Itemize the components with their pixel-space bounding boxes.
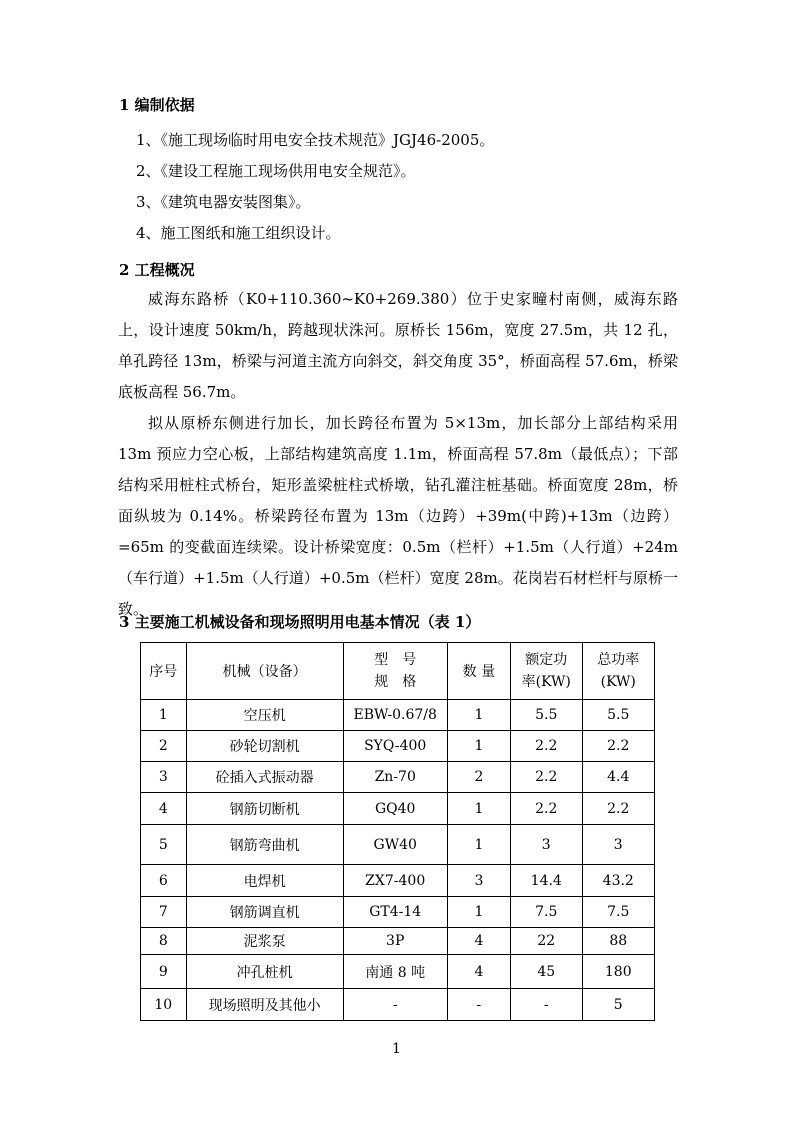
equipment-table (140, 642, 655, 1021)
table-row (141, 762, 655, 793)
cell-no: 2 (141, 731, 187, 762)
table-row (141, 825, 655, 865)
header-no: 序号 (141, 643, 187, 700)
cell-machine: 砼插入式振动器 (186, 762, 343, 793)
cell-no: 10 (141, 989, 187, 1021)
table-row (141, 793, 655, 825)
reference-item-4: 4、施工图纸和施工组织设计。 (136, 224, 341, 242)
cell-qty: 1 (447, 731, 510, 762)
cell-rated: 5.5 (511, 700, 582, 731)
cell-total: 2.2 (582, 793, 655, 825)
cell-total: 5.5 (582, 700, 655, 731)
cell-model: - (343, 989, 447, 1021)
cell-no: 5 (141, 825, 187, 865)
cell-model: SYQ-400 (343, 731, 447, 762)
section-2-heading: 2 工程概况 (119, 261, 195, 279)
header-total-line2: (KW) (600, 674, 636, 690)
cell-model: 3P (343, 928, 447, 955)
header-qty: 数 量 (447, 643, 510, 700)
cell-no: 4 (141, 793, 187, 825)
cell-model: Zn-70 (343, 762, 447, 793)
cell-machine: 钢筋弯曲机 (186, 825, 343, 865)
header-total-power (582, 643, 655, 700)
table-row (141, 897, 655, 928)
table-row (141, 928, 655, 955)
cell-qty: - (447, 989, 510, 1021)
cell-total: 5 (582, 989, 655, 1021)
cell-qty: 2 (447, 762, 510, 793)
cell-total: 2.2 (582, 731, 655, 762)
cell-machine: 冲孔桩机 (186, 955, 343, 989)
cell-no: 9 (141, 955, 187, 989)
cell-no: 1 (141, 700, 187, 731)
cell-rated: 2.2 (511, 793, 582, 825)
cell-model: EBW-0.67/8 (343, 700, 447, 731)
table-row (141, 700, 655, 731)
cell-qty: 1 (447, 897, 510, 928)
cell-model: GW40 (343, 825, 447, 865)
cell-no: 3 (141, 762, 187, 793)
cell-rated: - (511, 989, 582, 1021)
cell-rated: 3 (511, 825, 582, 865)
cell-rated: 14.4 (511, 865, 582, 897)
cell-qty: 3 (447, 865, 510, 897)
cell-qty: 4 (447, 928, 510, 955)
reference-item-3: 3、《建筑电器安装图集》。 (136, 193, 311, 211)
cell-qty: 1 (447, 825, 510, 865)
table-row (141, 955, 655, 989)
cell-qty: 1 (447, 700, 510, 731)
cell-qty: 4 (447, 955, 510, 989)
cell-model: 南通 8 吨 (343, 955, 447, 989)
reference-item-2: 2、《建设工程施工现场供用电安全规范》。 (136, 162, 416, 180)
header-model (343, 643, 447, 700)
cell-no: 8 (141, 928, 187, 955)
header-model-line2: 规 格 (374, 674, 417, 690)
cell-total: 180 (582, 955, 655, 989)
cell-machine: 空压机 (186, 700, 343, 731)
cell-rated: 22 (511, 928, 582, 955)
cell-total: 4.4 (582, 762, 655, 793)
cell-rated: 7.5 (511, 897, 582, 928)
section-1-heading: 1 编制依据 (119, 96, 195, 114)
header-rated-power (511, 643, 582, 700)
cell-total: 7.5 (582, 897, 655, 928)
overview-paragraph-1: 威海东路桥（K0+110.360~K0+269.380）位于史家疃村南侧，威海东路上，设计速度 50km/h，跨越现状洙河。原桥长 156m，宽度 27.5m，共 12 孔，单孔跨径 13m，桥梁与河道主流方向斜交，斜交角度 35°，桥面高程 57.6m，桥梁底板高程 56.7m。 (118, 290, 678, 401)
cell-no: 7 (141, 897, 187, 928)
cell-machine: 现场照明及其他小 (186, 989, 343, 1021)
cell-no: 6 (141, 865, 187, 897)
overview-paragraph-2: 拟从原桥东侧进行加长，加长跨径布置为 5×13m，加长部分上部结构采用 13m 预应力空心板，上部结构建筑高度 1.1m，桥面高程 57.8m（最低点）；下部结构采用桩柱式桥台，矩形盖梁桩柱式桥墩，钻孔灌注桩基础。桥面宽度 28m，桥面纵坡为 0.14%。桥梁跨径布置为 13m（边跨）+39m(中跨)+13m（边跨）=65m 的变截面连续梁。设计桥梁宽度：0.5m（栏杆）+1.5m（人行道）+24m（车行道）+1.5m（人行道）+0.5m（栏杆）宽度 28m。花岗岩石材栏杆与原桥一致。 (118, 414, 678, 618)
cell-rated: 45 (511, 955, 582, 989)
cell-model: GT4-14 (343, 897, 447, 928)
header-model-line1: 型 号 (374, 652, 417, 668)
cell-total: 88 (582, 928, 655, 955)
cell-machine: 钢筋切断机 (186, 793, 343, 825)
cell-model: GQ40 (343, 793, 447, 825)
table-row (141, 865, 655, 897)
header-rated-line2: 率(KW) (521, 674, 571, 690)
cell-model: ZX7-400 (343, 865, 447, 897)
table-row (141, 989, 655, 1021)
page-number: 1 (392, 1041, 401, 1057)
cell-machine: 电焊机 (186, 865, 343, 897)
cell-total: 3 (582, 825, 655, 865)
cell-machine: 砂轮切割机 (186, 731, 343, 762)
header-total-line1: 总功率 (597, 652, 640, 668)
reference-item-1: 1、《施工现场临时用电安全技术规范》JGJ46-2005。 (136, 131, 495, 149)
cell-total: 43.2 (582, 865, 655, 897)
table-row (141, 731, 655, 762)
table-header-row (141, 643, 655, 700)
cell-rated: 2.2 (511, 762, 582, 793)
cell-rated: 2.2 (511, 731, 582, 762)
header-rated-line1: 额定功 (525, 652, 568, 668)
header-machine: 机械（设备） (186, 643, 343, 700)
cell-machine: 泥浆泵 (186, 928, 343, 955)
cell-qty: 1 (447, 793, 510, 825)
project-overview (118, 284, 678, 625)
cell-machine: 钢筋调直机 (186, 897, 343, 928)
section-3-heading: 3 主要施工机械设备和现场照明用电基本情况（表 1） (119, 613, 481, 631)
